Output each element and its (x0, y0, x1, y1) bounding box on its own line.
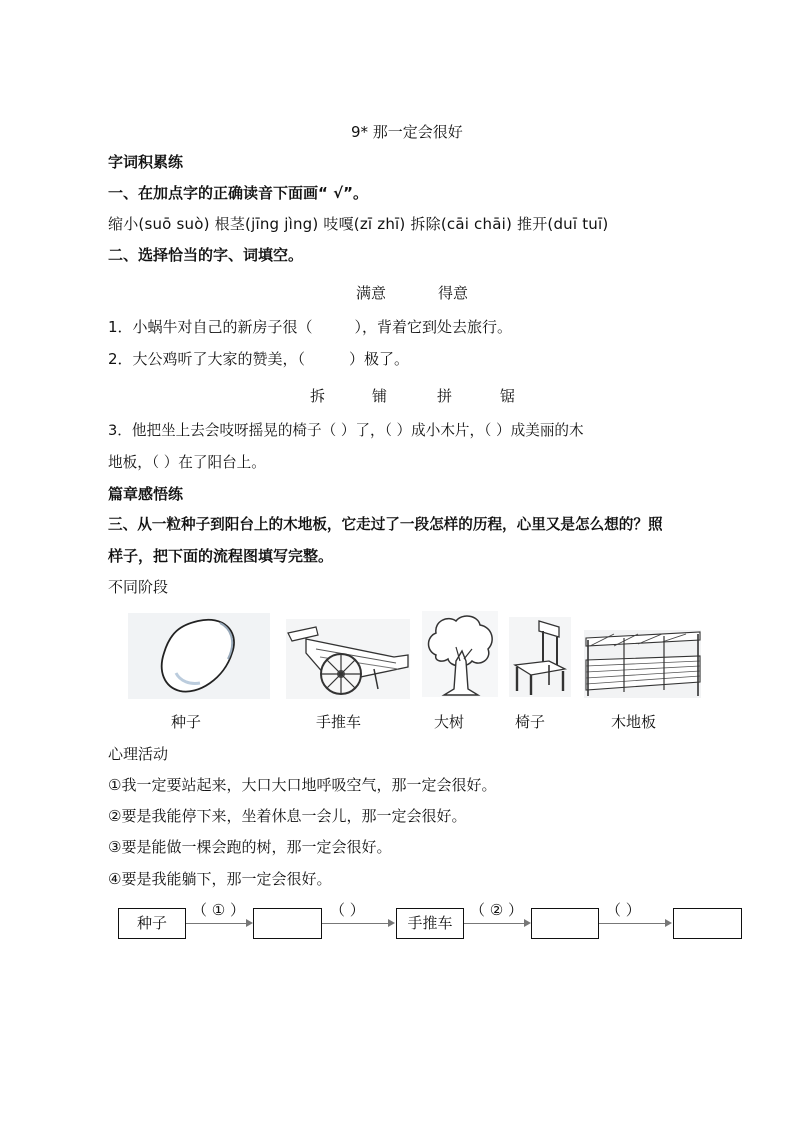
sentence-2-after: ）极了。 (349, 350, 410, 368)
flow-arrowhead-1 (246, 919, 253, 927)
stage-label-tree: 大树 (434, 713, 465, 731)
word-choice-2: 得意 (438, 284, 469, 302)
sentence-3-line-2: 地板，（ ）在了阳台上。 (108, 454, 266, 471)
wooden-floor-illustration (584, 630, 701, 698)
stage-label-chair: 椅子 (515, 713, 546, 731)
flow-arrow-label-4: （ ） (606, 901, 641, 919)
flow-arrow-label-2: （ ） (330, 901, 365, 919)
sentence-3-line-1: 3．他把坐上去会吱呀摇晃的椅子（ ）了，（ ）成小木片，（ ）成美丽的木 (108, 422, 584, 439)
flow-box-blank-1[interactable] (253, 908, 322, 939)
thought-3: ③要是能做一棵会跑的树，那一定会很好。 (108, 838, 392, 856)
thought-2: ②要是我能停下来，坐着休息一会儿，那一定会很好。 (108, 807, 467, 825)
cart-illustration (286, 619, 410, 699)
word-choice-1: 满意 (356, 284, 387, 302)
char-choice-4: 锯 (500, 387, 516, 405)
flow-arrow-label-1: （ ① ） (192, 901, 245, 919)
section-heading-reading: 篇章感悟练 (108, 485, 184, 503)
thought-4: ④要是我能躺下，那一定会很好。 (108, 870, 332, 888)
char-choice-2: 铺 (372, 387, 388, 405)
mind-label: 心理活动 (108, 745, 169, 763)
question-3-line-2: 样子，把下面的流程图填写完整。 (108, 547, 334, 565)
stages-label: 不同阶段 (108, 578, 169, 596)
sentence-2 (108, 349, 409, 369)
seed-illustration (128, 613, 270, 699)
stage-label-seed: 种子 (171, 713, 202, 731)
question-2-heading: 二、选择恰当的字、词填空。 (108, 246, 304, 264)
sentence-1 (108, 317, 512, 337)
char-choice-1: 拆 (310, 387, 326, 405)
stage-label-floor: 木地板 (611, 713, 657, 731)
sentence-1-before: 1．小蜗牛对自己的新房子很（ (108, 318, 313, 336)
sentence-2-before: 2．大公鸡听了大家的赞美，（ (108, 350, 306, 368)
flow-arrowhead-4 (665, 919, 672, 927)
chair-illustration (509, 617, 571, 697)
tree-illustration (422, 611, 498, 697)
flow-arrowhead-2 (388, 919, 395, 927)
flow-arrow-label-3: （ ② ） (470, 901, 523, 919)
flow-arrowhead-3 (524, 919, 531, 927)
flow-box-cart: 手推车 (396, 908, 464, 939)
stage-label-cart: 手推车 (316, 713, 362, 731)
question-1-pinyin-items: 缩小(suō suò) 根茎(jīng jìng) 吱嘎(zī zhī) 拆除(cāi chāi) 推开(duī tuī) (108, 215, 609, 233)
section-heading-vocabulary: 字词积累练 (108, 153, 184, 171)
char-choice-3: 拼 (437, 387, 453, 405)
question-1-heading: 一、在加点字的正确读音下面画“ √”。 (108, 184, 368, 202)
flow-arrow-2 (322, 923, 388, 924)
sentence-1-after: ），背着它到处去旅行。 (354, 318, 513, 336)
flow-box-blank-3[interactable] (673, 908, 742, 939)
thought-1: ①我一定要站起来，大口大口地呼吸空气，那一定会很好。 (108, 776, 497, 794)
page-title: 9* 那一定会很好 (351, 123, 463, 141)
flow-box-seed: 种子 (118, 908, 186, 939)
question-3-line-1: 三、从一粒种子到阳台上的木地板，它走过了一段怎样的历程，心里又是怎么想的？照 (108, 516, 663, 533)
flow-arrow-3 (464, 923, 524, 924)
flow-arrow-1 (186, 923, 246, 924)
flow-box-blank-2[interactable] (531, 908, 599, 939)
flow-arrow-4 (599, 923, 665, 924)
